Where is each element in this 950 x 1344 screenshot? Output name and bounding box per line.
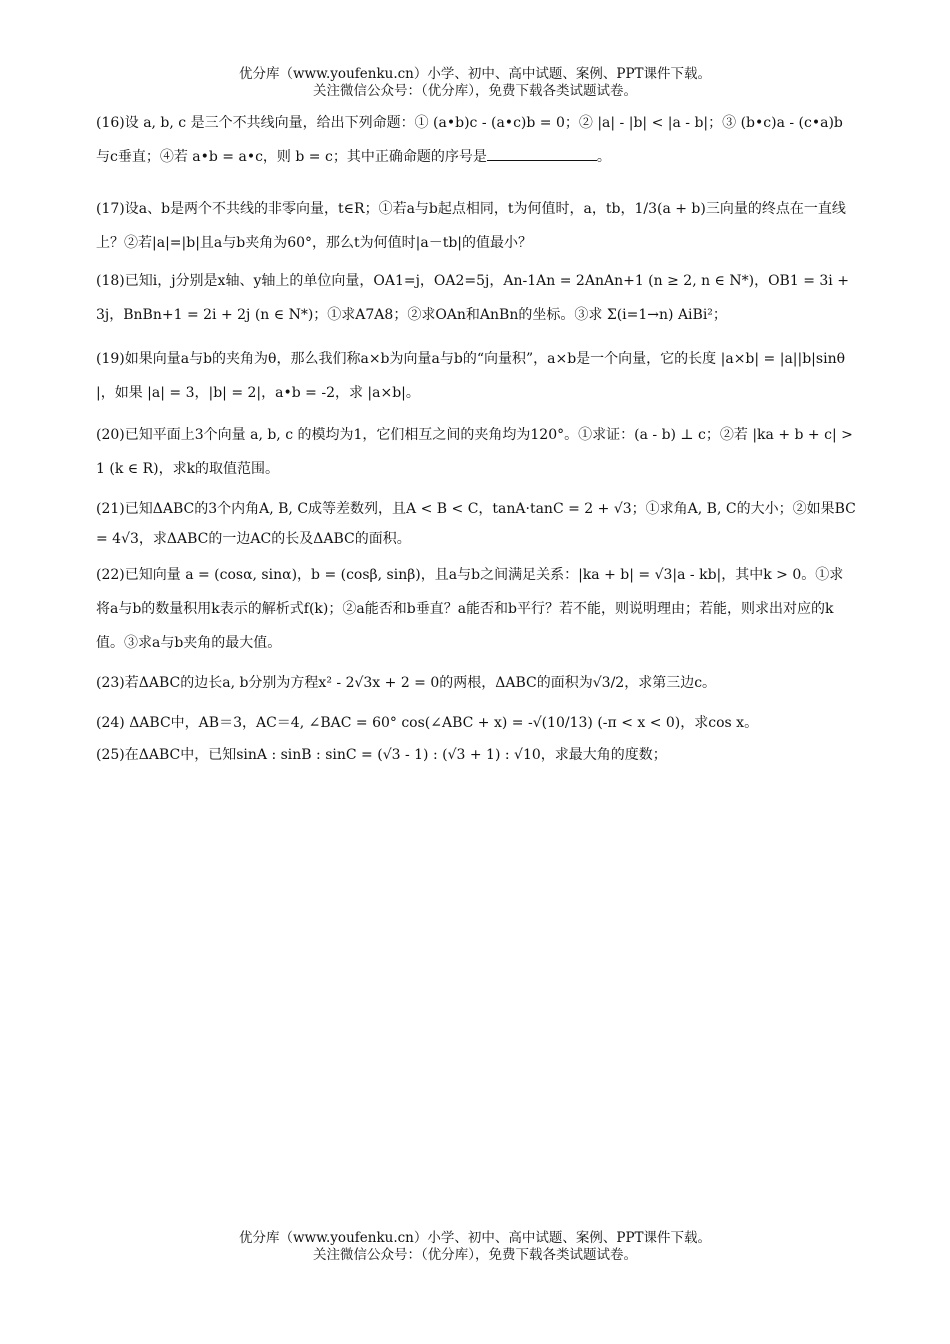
footer-line-1: 优分库（www.youfenku.cn）小学、初中、高中试题、案例、PPT课件下载。: [238, 1230, 712, 1246]
header-line-1: 优分库（www.youfenku.cn）小学、初中、高中试题、案例、PPT课件下载。: [238, 66, 712, 82]
problem-17-text: (17)设a、b是两个不共线的非零向量，t∈R；①若a与b起点相同，t为何值时，a，tb，1/3(a + b)三向量的终点在一直线上？②若|a|=|b|且a与b夹角为60°，那么t为何值时|a－tb|的值最小？: [96, 201, 846, 251]
problem-23-text: (23)若ΔABC的边长a, b分别为方程x² - 2√3x + 2 = 0的两根，ΔABC的面积为√3/2，求第三边c。: [96, 675, 717, 691]
problem-21: [96, 494, 856, 554]
problem-16-end: 。: [596, 149, 611, 165]
problem-list: [96, 106, 856, 770]
problem-24: [96, 706, 856, 740]
problem-21-text: (21)已知ΔABC的3个内角A, B, C成等差数列，且A < B < C，tanA·tanC = 2 + √3；①求角A, B, C的大小；②如果BC = 4√3，求ΔABC的一边AC的长及ΔABC的面积。: [96, 501, 856, 547]
problem-24-text: (24) ΔABC中，AB＝3，AC＝4, ∠BAC = 60° cos(∠ABC + x) = -√(10/13) (-π < x < 0)，求cos x。: [96, 715, 759, 731]
problem-16: [96, 106, 856, 174]
problem-18-text: (18)已知i，j分别是x轴、y轴上的单位向量，OA1=j，OA2=5j，An-1An = 2AnAn+1 (n ≥ 2, n ∈ N*)，OB1 = 3i + 3j，BnBn+1 = 2i + 2j (n ∈ N*)；①求A7A8；②求OAn和AnBn的坐标。③求 Σ(i=1→n) AiBi²；: [96, 273, 849, 323]
header-line-2: 关注微信公众号：（优分库），免费下载各类试题试卷。: [313, 83, 637, 99]
problem-22: [96, 558, 856, 660]
problem-17: [96, 192, 856, 260]
problem-25: [96, 740, 856, 770]
problem-23: [96, 666, 856, 700]
problem-19-text: (19)如果向量a与b的夹角为θ，那么我们称a×b为向量a与b的“向量积”，a×b是一个向量，它的长度 |a×b| = |a||b|sinθ|，如果 |a| = 3，|b| = 2|，a•b = -2，求 |a×b|。: [96, 351, 846, 401]
problem-19: [96, 342, 856, 410]
problem-16-text: (16)设 a, b, c 是三个不共线向量，给出下列命题：① (a•b)c - (a•c)b = 0；② |a| - |b| < |a - b|；③ (b•c)a - (c•a)b 与c垂直；④若 a•b = a•c，则 b = c；其中正确命题的序号是: [96, 115, 843, 165]
problem-20: [96, 418, 856, 486]
answer-blank: [487, 146, 597, 161]
problem-22-text: (22)已知向量 a = (cosα, sinα)，b = (cosβ, sinβ)，且a与b之间满足关系：|ka + b| = √3|a - kb|，其中k > 0。①求将a与b的数量积用k表示的解析式f(k)；②a能否和b垂直？a能否和b平行？若不能，则说明理由；若能，则求出对应的k值。③求a与b夹角的最大值。: [96, 567, 844, 651]
problem-25-text: (25)在ΔABC中，已知sinA : sinB : sinC = (√3 - 1) : (√3 + 1) : √10，求最大角的度数；: [96, 747, 667, 763]
problem-20-text: (20)已知平面上3个向量 a, b, c 的模均为1，它们相互之间的夹角均为120°。①求证：(a - b) ⊥ c；②若 |ka + b + c| > 1 (k ∈ R)，求k的取值范围。: [96, 427, 853, 477]
footer-line-2: 关注微信公众号：（优分库），免费下载各类试题试卷。: [313, 1247, 637, 1263]
problem-18: [96, 264, 856, 332]
page-footer: [0, 1230, 950, 1264]
page-header: [0, 66, 950, 100]
